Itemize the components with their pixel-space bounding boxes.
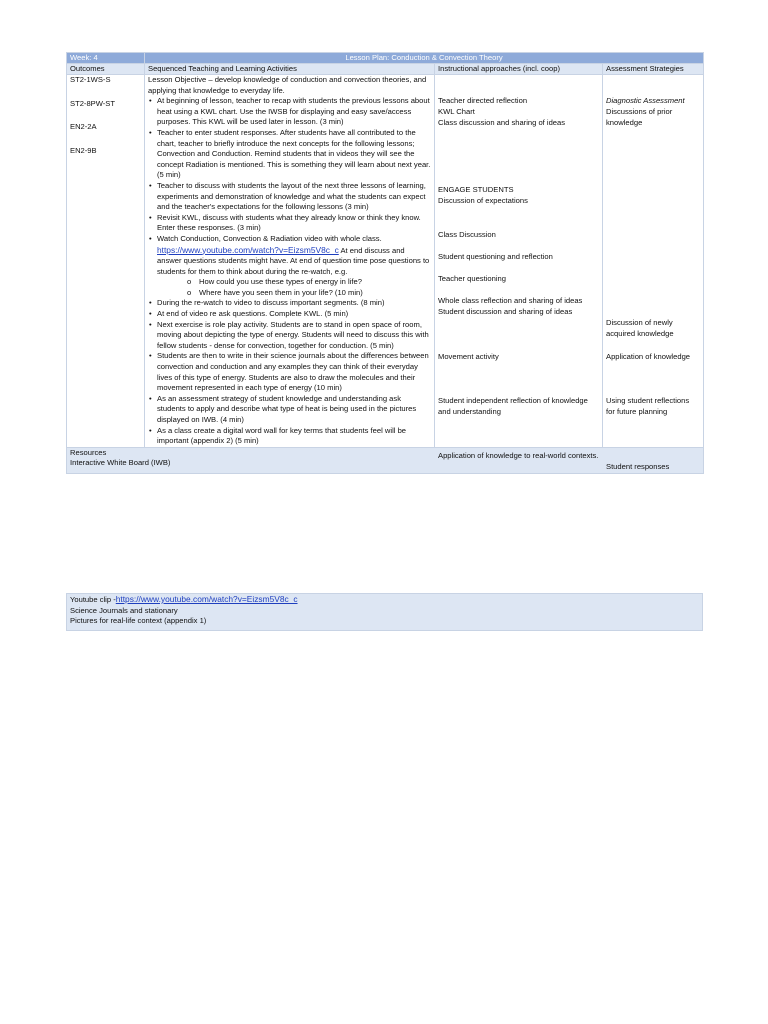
resource-item: Science Journals and stationary bbox=[70, 605, 178, 615]
approach-item: Whole class reflection and sharing of ideas bbox=[438, 296, 583, 305]
resources-continued-table bbox=[66, 593, 703, 631]
lesson-title: Lesson Plan: Conduction & Convection Theory bbox=[145, 53, 704, 64]
approach-item: Discussion of expectations bbox=[438, 196, 528, 205]
approach-item: Movement activity bbox=[438, 352, 499, 361]
activity-item: • At end of video re ask questions. Complete KWL. (5 min) bbox=[157, 309, 431, 320]
resource-item: Interactive White Board (IWB) bbox=[70, 458, 171, 468]
header-row bbox=[67, 53, 704, 64]
assessment-item: Student responses bbox=[606, 462, 670, 471]
resources-continued-row bbox=[67, 594, 703, 631]
assessment-item: Using student reflections for future planning bbox=[606, 396, 690, 416]
column-header-row bbox=[67, 64, 704, 75]
lesson-objective: Lesson Objective – develop knowledge of conduction and convection theories, and applying that knowledge to everyday life. bbox=[148, 75, 427, 95]
approach-item: ENGAGE STUDENTS bbox=[438, 185, 514, 194]
approach-item: Application of knowledge to real-world contexts. bbox=[438, 451, 599, 460]
assessment-item: Diagnostic Assessment bbox=[606, 96, 685, 105]
resources-heading: Resources bbox=[70, 447, 107, 457]
approach-item: Class Discussion bbox=[438, 230, 496, 239]
resource-item bbox=[70, 594, 699, 606]
activity-item bbox=[157, 234, 431, 299]
resource-label: Youtube clip - bbox=[70, 595, 116, 604]
approach-item: KWL Chart bbox=[438, 107, 475, 116]
outcome-item: ST2-1WS-S bbox=[70, 75, 111, 84]
activity-item: • Next exercise is role play activity. Students are to stand in open space of room, moving about depicting the type of energy. Students will need to discuss this with fellow students - dense for convection, together for conduction. (5 min) bbox=[157, 320, 431, 352]
outcome-item: EN2-9B bbox=[70, 145, 97, 155]
activities-cell bbox=[145, 75, 435, 448]
assessment-item: Discussion of newly acquired knowledge bbox=[606, 318, 674, 338]
col-assessment: Assessment Strategies bbox=[603, 64, 704, 75]
activity-item: • As a class create a digital word wall for key terms that students feel will be important (appendix 2) (5 min) bbox=[157, 426, 431, 447]
assessment-item: Discussions of prior knowledge bbox=[606, 107, 673, 127]
activity-item: • During the re-watch to video to discuss important segments. (8 min) bbox=[157, 298, 431, 309]
approaches-cell bbox=[435, 75, 603, 460]
resource-item: Pictures for real-life context (appendix 1) bbox=[70, 616, 207, 626]
activity-item: • Teacher to discuss with students the layout of the next three lessons of learning, experiments and demonstration of knowledge and what the students can expect and the teacher's expectations for the following lessons (3 min) bbox=[157, 181, 431, 213]
activity-item: • Revisit KWL, discuss with students what they already know or think they know. Enter these responses. (3 min) bbox=[157, 213, 431, 234]
youtube-link[interactable]: https://www.youtube.com/watch?v=Eizsm5V8c_c bbox=[157, 244, 339, 255]
approach-item: Teacher directed reflection bbox=[438, 96, 528, 105]
question-item: o Where have you seen them in your life? (10 min) bbox=[199, 288, 431, 299]
outcomes-cell bbox=[67, 75, 145, 448]
lesson-plan-table bbox=[66, 52, 704, 474]
question-list bbox=[157, 277, 431, 298]
approach-item: Class discussion and sharing of ideas bbox=[438, 118, 566, 127]
week-label: Week: 4 bbox=[67, 53, 145, 64]
question-item: o How could you use these types of energy in life? bbox=[199, 277, 431, 288]
approach-item: Student questioning and reflection bbox=[438, 252, 553, 261]
col-activities: Sequenced Teaching and Learning Activities bbox=[145, 64, 435, 75]
approach-item: Student independent reflection of knowledge and understanding bbox=[438, 396, 588, 416]
activity-text: Watch Conduction, Convection & Radiation video with whole class. bbox=[157, 233, 382, 243]
youtube-link[interactable]: https://www.youtube.com/watch?v=Eizsm5V8c_c bbox=[115, 594, 298, 604]
lesson-body-row bbox=[67, 75, 704, 448]
approach-item: Teacher questioning bbox=[438, 274, 506, 283]
activity-item: • Students are then to write in their science journals about the differences between convection and conduction and any examples they can think of their everyday lives of this type of energy. Students are also to draw the molecules and their movement represented in each type of energy (10 min) bbox=[157, 351, 431, 393]
approach-item: Student discussion and sharing of ideas bbox=[438, 307, 573, 316]
assessment-item: Application of knowledge bbox=[606, 352, 691, 361]
col-outcomes: Outcomes bbox=[67, 64, 145, 75]
activity-item: • Teacher to enter student responses. After students have all contributed to the chart, teacher to briefly introduce the next concepts for the following lessons; Convection and Conduction. Remind students that in videos they will see the concept Radiation is mentioned. This is something they will learn about next year. (5 min) bbox=[157, 128, 431, 181]
outcome-item: ST2-8PW-ST bbox=[70, 98, 116, 108]
activity-item: • As an assessment strategy of student knowledge and understanding ask students to apply and describe what type of heat is being used in the pictures displayed on IWB. (4 min) bbox=[157, 394, 431, 426]
resources-continued-cell bbox=[67, 594, 703, 631]
activity-list bbox=[148, 96, 431, 447]
col-approaches: Instructional approaches (incl. coop) bbox=[435, 64, 603, 75]
activity-item: • At beginning of lesson, teacher to recap with students the previous lessons about heat using a KWL chart. Use the IWSB for displaying and easy save/access purposes. This KWL will be used later in lesson. (3 min) bbox=[157, 96, 431, 128]
assessment-cell bbox=[603, 75, 704, 471]
lesson-plan bbox=[66, 52, 703, 474]
outcome-item: EN2-2A bbox=[70, 122, 97, 132]
activity-text: At end discuss and answer questions students might have. At end of question time pose questions to students for them to think about during the re-watch, e.g. bbox=[157, 245, 430, 276]
